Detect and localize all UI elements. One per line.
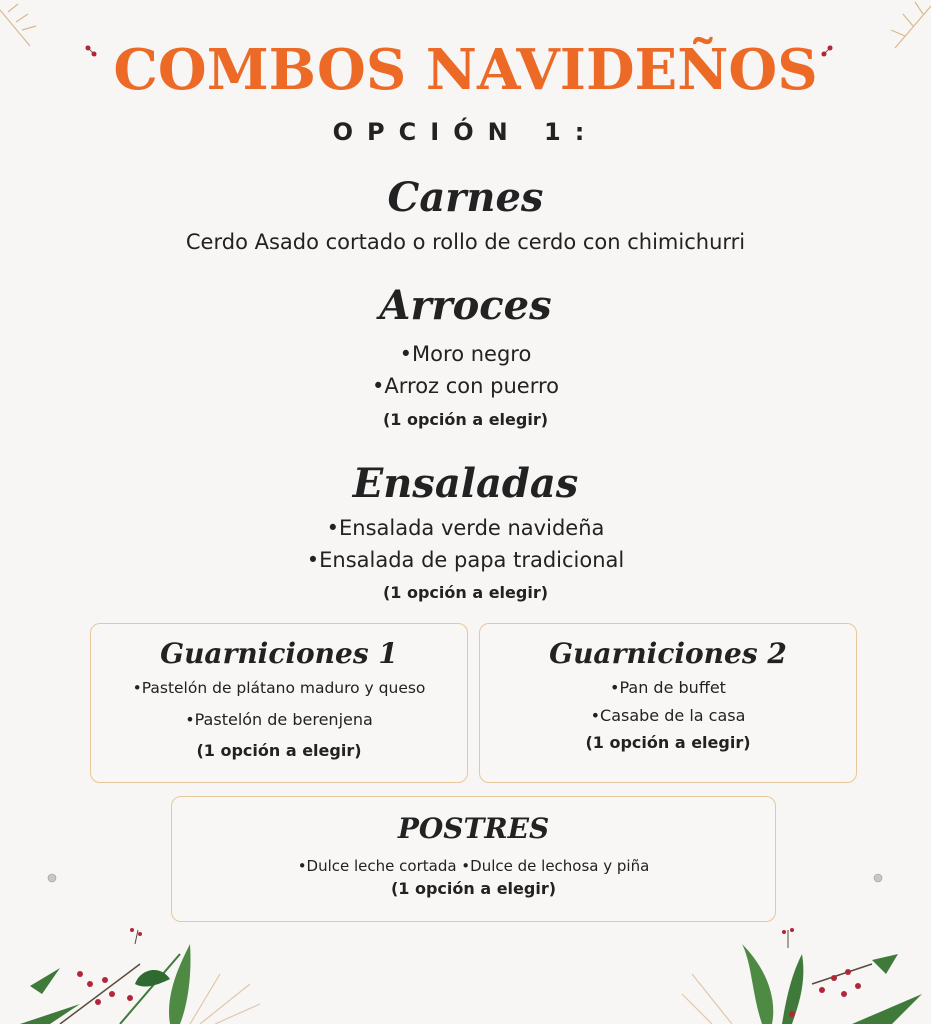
berry-icon: [82, 42, 102, 62]
guarniciones2-note: (1 opción a elegir): [585, 733, 751, 752]
guarniciones2-item: •Pan de buffet: [610, 678, 726, 697]
page-subtitle: OPCIÓN 1:: [332, 118, 599, 146]
card-heading-postres: POSTRES: [397, 812, 550, 845]
guarniciones1-item: •Pastelón de berenjena: [185, 710, 373, 729]
guarniciones1-note: (1 opción a elegir): [196, 741, 362, 760]
arroces-note: (1 opción a elegir): [382, 410, 549, 429]
ensaladas-note: (1 opción a elegir): [382, 583, 549, 602]
guarniciones2-item: •Casabe de la casa: [590, 706, 746, 725]
ornament-icon: [872, 872, 884, 884]
card-guarniciones-2: [479, 623, 857, 783]
pine-branch-icon: [672, 924, 931, 1024]
twig-icon: [0, 0, 40, 50]
section-heading-carnes: Carnes: [387, 174, 544, 221]
card-heading-guarniciones-2: Guarniciones 2: [549, 637, 787, 670]
pine-branch-icon: [20, 924, 270, 1024]
twig-icon: [885, 0, 931, 50]
card-guarniciones-1: [90, 623, 468, 783]
card-heading-guarniciones-1: Guarniciones 1: [160, 637, 398, 670]
postres-items: •Dulce leche cortada •Dulce de lechosa y piña: [297, 857, 650, 875]
arroces-item: •Arroz con puerro: [372, 374, 559, 398]
arroces-item: •Moro negro: [399, 342, 532, 366]
page-title: COMBOS NAVIDEÑOS: [113, 37, 818, 103]
postres-note: (1 opción a elegir): [390, 879, 557, 898]
carnes-item: Cerdo Asado cortado o rollo de cerdo con chimichurri: [185, 230, 746, 254]
ensaladas-item: •Ensalada de papa tradicional: [306, 548, 625, 572]
guarniciones1-item: •Pastelón de plátano maduro y queso: [132, 679, 426, 697]
ornament-icon: [46, 872, 58, 884]
ensaladas-item: •Ensalada verde navideña: [326, 516, 605, 540]
card-postres: [171, 796, 776, 922]
berry-icon: [816, 42, 836, 62]
section-heading-arroces: Arroces: [379, 282, 552, 329]
section-heading-ensaladas: Ensaladas: [352, 460, 579, 507]
